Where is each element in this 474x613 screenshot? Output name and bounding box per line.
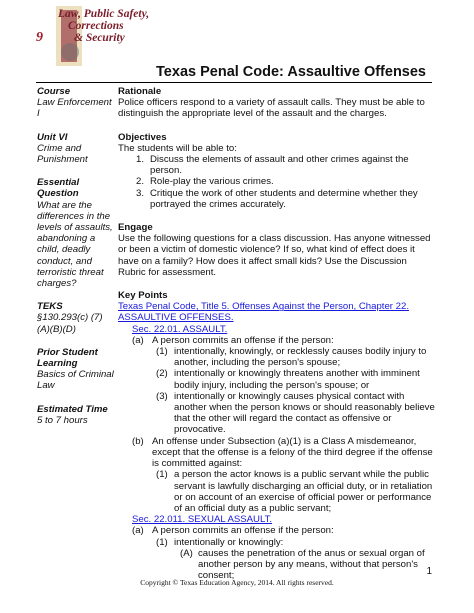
objective-item: 3. Critique the work of other students and determine whether they portrayed the crimes accurately. (136, 187, 418, 210)
rationale-text: Police officers respond to a variety of assault calls. They must be able to distinguish the appropriate level of the assault and the charges. (118, 97, 425, 120)
objective-item: 1. Discuss the elements of assault and other crimes against the person. (136, 154, 409, 177)
rationale-heading: Rationale (118, 86, 162, 97)
objectives-heading: Objectives (118, 131, 167, 143)
sidebar-teks: TEKS §130.293(c) (7)(A)(B)(D) (37, 301, 103, 335)
clause-a: (a) A person commits an offense if the person: (132, 334, 334, 346)
sidebar-estimated-time: Estimated Time 5 to 7 hours (37, 403, 108, 426)
logo-wordmark: Law, Public Safety, Corrections & Security (58, 8, 150, 44)
clause-b: (b) An offense under Subsection (a)(1) is a Class A misdemeanor, except that the offense is a felony of the third degree if the offense is committed against: (132, 435, 433, 470)
key-points-heading: Key Points (118, 290, 168, 302)
page-title: Texas Penal Code: Assaultive Offenses (156, 64, 426, 80)
objective-item: 2. Role-play the various crimes. (136, 176, 274, 188)
objectives-intro: The students will be able to: (118, 142, 237, 154)
sidebar-course: Course Law Enforcement I (37, 86, 112, 120)
assault-section-link[interactable]: Sec. 22.01. ASSAULT. (132, 323, 228, 335)
title-divider (36, 82, 432, 83)
clause-a-2: (2) intentionally or knowingly threatens another with imminent bodily injury, including the person's spouse; or (156, 368, 420, 391)
logo-mark: 9 (36, 30, 43, 45)
sexual-assault-section-link[interactable]: Sec. 22.011. SEXUAL ASSAULT. (132, 514, 273, 526)
sa-clause-a: (a) A person commits an offense if the person: (132, 525, 334, 537)
sidebar-prior-learning: Prior Student Learning Basics of Criminal Law (37, 346, 114, 392)
sidebar-unit: Unit VI Crime and Punishment (37, 131, 88, 166)
clause-b-1: (1) a person the actor knows is a public servant while the public servant is lawfully discharging an official duty, or in retaliation or on account of an exercise of official power or performance of an official duty as a public servant; (156, 469, 433, 514)
clause-a-1: (1) intentionally, knowingly, or recklessly causes bodily injury to another, including the person's spouse; (156, 346, 427, 369)
lesson-sidebar (37, 86, 115, 426)
clause-a-3: (3) intentionally or knowingly causes physical contact with another when the person knows or should reasonably believe that the other will regard the contact as offensive or provocative. (156, 390, 435, 436)
engage-text: Use the following questions for a class discussion. Has anyone witnessed or been a victim of domestic violence? If so, what kind of effect does it have on a family? How does it affect small kids? Use the Discussion Rubric for assessment. (118, 233, 431, 278)
copyright-footer: Copyright © Texas Education Agency, 2014. All rights reserved. (140, 578, 334, 587)
engage-heading: Engage (118, 222, 153, 234)
sa-clause-a-1: (1) intentionally or knowingly: (156, 536, 284, 548)
sidebar-essential-question: Essential Question What are the differences in the levels of assaults, abandoning a child, deadly conduct, and terroristic threat charges? (37, 177, 113, 290)
lesson-content (118, 86, 436, 581)
sa-clause-a-1-A: (A) causes the penetration of the anus or sexual organ of another person by any means, without that person's consent; (180, 547, 425, 582)
penal-code-link[interactable]: Texas Penal Code, Title 5. Offenses Against the Person, Chapter 22. ASSAULTIVE OFFENSES. (118, 301, 410, 324)
page-number: 1 (426, 566, 432, 577)
